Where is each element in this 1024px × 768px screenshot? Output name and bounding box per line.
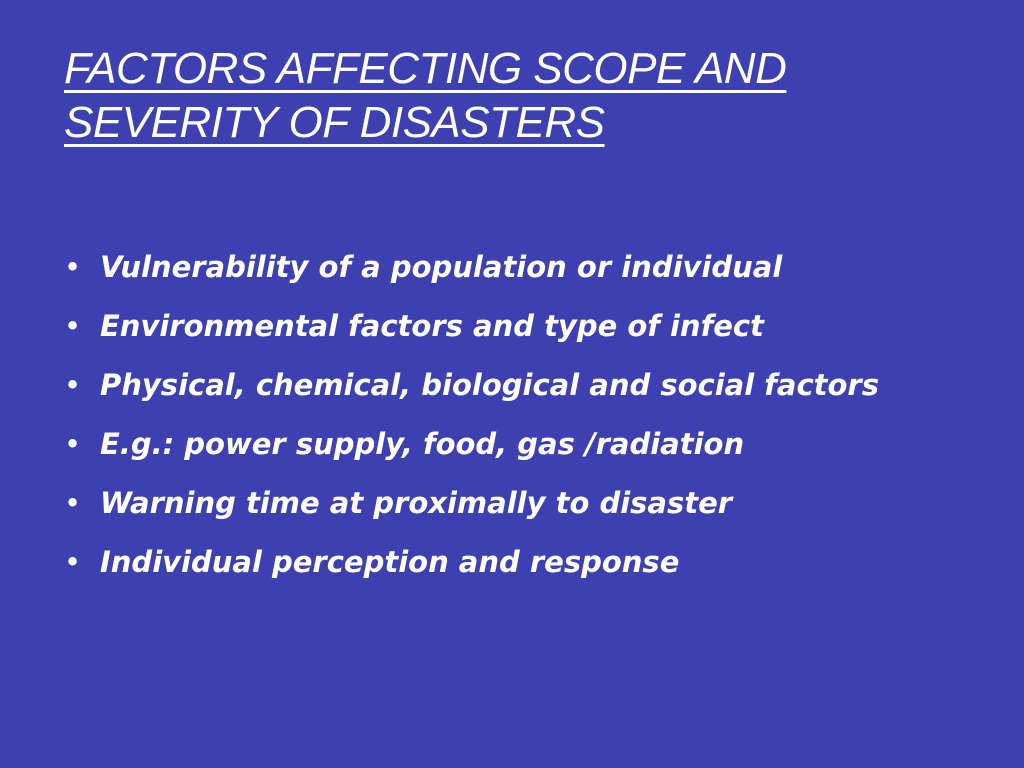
bullet-item-physical xyxy=(64,363,944,407)
bullet-icon: • xyxy=(64,250,82,284)
bullet-icon: • xyxy=(64,545,82,579)
bullet-text: Individual perception and response xyxy=(100,545,680,579)
bullet-item-examples xyxy=(64,422,944,466)
bullet-text: E.g.: power supply, food, gas /radiation xyxy=(100,427,745,461)
bullet-icon: • xyxy=(64,486,82,520)
bullet-text: Environmental factors and type of infect xyxy=(100,309,764,343)
bullet-item-perception xyxy=(64,540,944,584)
bullet-item-vulnerability xyxy=(64,245,944,289)
bullet-icon: • xyxy=(64,368,82,402)
bullet-item-warning-time xyxy=(64,481,944,525)
bullet-icon: • xyxy=(64,309,82,343)
title-line-2: SEVERITY OF DISASTERS xyxy=(64,98,605,147)
slide-title xyxy=(64,42,984,150)
bullet-list xyxy=(64,245,944,599)
bullet-text: Vulnerability of a population or individual xyxy=(100,250,783,284)
bullet-icon: • xyxy=(64,427,82,461)
bullet-text: Physical, chemical, biological and social factors xyxy=(100,368,879,402)
bullet-text: Warning time at proximally to disaster xyxy=(100,486,733,520)
title-line-1: FACTORS AFFECTING SCOPE AND xyxy=(64,44,787,93)
bullet-item-environmental xyxy=(64,304,944,348)
